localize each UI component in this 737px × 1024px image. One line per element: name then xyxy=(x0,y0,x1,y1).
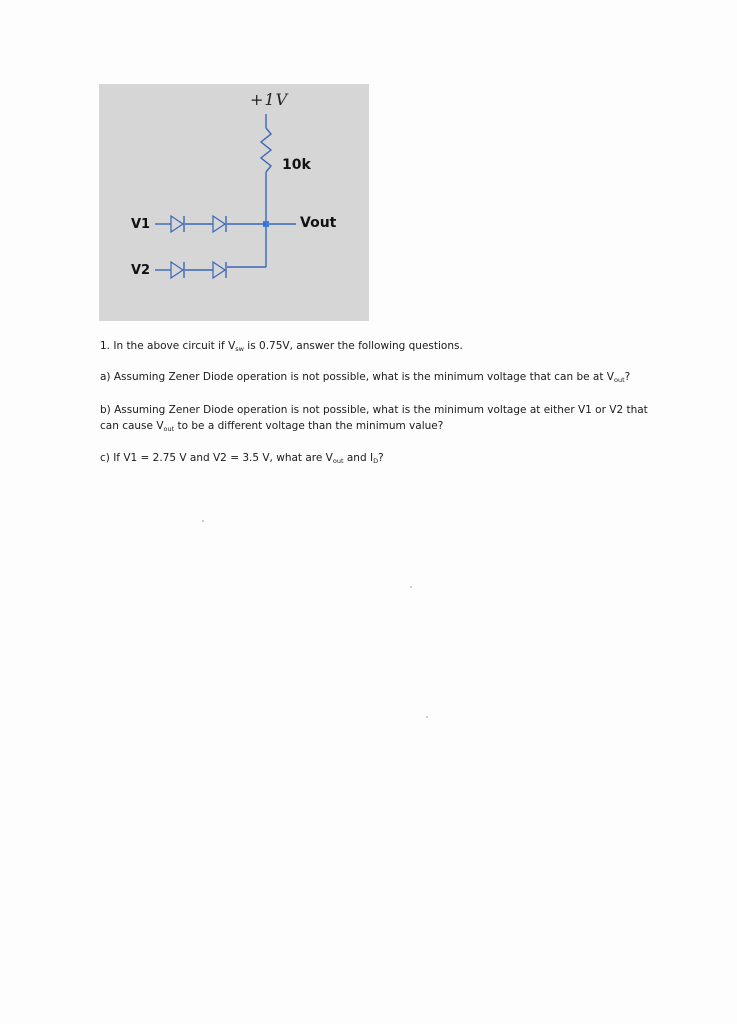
diode-v1-b xyxy=(213,216,226,232)
qc-subscript-2: D xyxy=(373,457,379,465)
qb-text-a: can cause V xyxy=(100,420,164,432)
q1-subscript: sw xyxy=(235,345,244,353)
qb-line-1: b) Assuming Zener Diode operation is not possible, what is the minimum voltage at either V1 or V2 that xyxy=(100,404,648,416)
qa-text-b: ? xyxy=(624,371,631,383)
qc-text-c: ? xyxy=(378,452,384,464)
q1-text-a: 1. In the above circuit if V xyxy=(100,340,236,352)
qc-text-a: c) If V1 = 2.75 V and V2 = 3.5 V, what are V xyxy=(100,452,333,464)
input-v1-label: V1 xyxy=(131,217,151,232)
scan-speck xyxy=(426,716,428,718)
question-1-intro xyxy=(100,338,680,354)
q1-text-b: is 0.75V, answer the following questions. xyxy=(243,340,463,352)
question-text xyxy=(100,338,680,483)
resistor-value-label: 10k xyxy=(282,157,311,173)
circuit-diagram xyxy=(99,84,369,321)
diode-v2-a xyxy=(171,262,184,278)
qa-text-a: a) Assuming Zener Diode operation is not possible, what is the minimum voltage that can be at V xyxy=(100,371,614,383)
diode-v1-a xyxy=(171,216,184,232)
question-a xyxy=(100,369,680,385)
qb-subscript: out xyxy=(163,425,175,433)
scan-speck xyxy=(202,520,204,522)
supply-voltage-label: +1V xyxy=(250,90,289,109)
question-c xyxy=(100,450,680,466)
output-node-label: Vout xyxy=(300,215,337,231)
scan-speck xyxy=(410,586,412,588)
qc-subscript-1: out xyxy=(332,457,344,465)
qc-text-b: and I xyxy=(343,452,374,464)
diode-v2-b xyxy=(213,262,226,278)
question-b xyxy=(100,402,680,434)
circuit-schematic xyxy=(99,84,369,321)
qa-subscript: out xyxy=(614,376,625,384)
qb-text-b: to be a different voltage than the minimum value? xyxy=(174,420,444,432)
resistor-symbol xyxy=(261,128,271,172)
input-v2-label: V2 xyxy=(131,263,151,278)
